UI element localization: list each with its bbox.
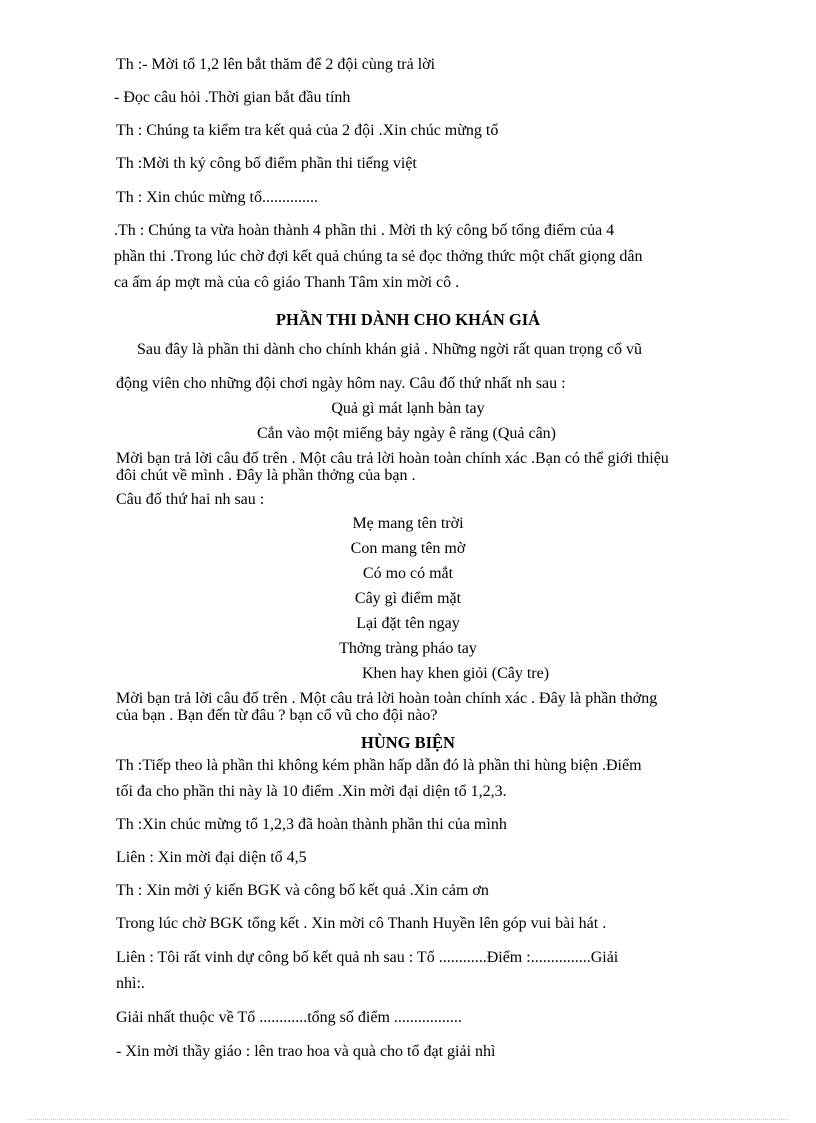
- text-line: Câu đố thứ hai nh sau :: [116, 491, 265, 508]
- text-line: động viên cho những đội chơi ngày hôm nay. Câu đố thứ nhất nh sau :: [116, 375, 566, 392]
- text-line: Th :Mời th ký công bố điểm phần thi tiếng việt: [116, 155, 417, 172]
- riddle-line: Khen hay khen giỏi (Cây tre): [362, 665, 550, 682]
- riddle-line: Có mo có mắt: [362, 565, 454, 582]
- riddle-line: Quả gì mát lạnh bàn tay: [331, 400, 485, 417]
- text-line: ca ấm áp mợt mà của cô giáo Thanh Tâm xin mời cô .: [114, 274, 460, 291]
- text-line: Th : Xin mời ý kiến BGK và công bố kết quả .Xin cảm ơn: [116, 882, 489, 899]
- text-line: Sau đây là phần thi dành cho chính khán giả . Những ngời rất quan trọng cổ vũ: [137, 341, 643, 358]
- riddle-line: Thởng tràng pháo tay: [339, 640, 477, 657]
- text-line: của bạn . Bạn đến từ đâu ? bạn cổ vũ cho đội nào?: [116, 707, 438, 724]
- riddle-line: Cây gì điểm mặt: [354, 590, 462, 607]
- text-line: Th :Xin chúc mừng tổ 1,2,3 đã hoàn thành phần thi của mình: [116, 816, 507, 833]
- text-line: đôi chút về mình . Đây là phần thởng của bạn .: [116, 467, 416, 484]
- text-line: nhì:.: [116, 975, 145, 992]
- text-line: - Xin mời thầy giáo : lên trao hoa và quà cho tổ đạt giải nhì: [116, 1043, 496, 1060]
- text-line: Mời bạn trả lời câu đố trên . Một câu trả lời hoàn toàn chính xác . Đây là phần thởng: [116, 690, 658, 707]
- text-line: Liên : Xin mời đại diện tổ 4,5: [116, 849, 307, 866]
- section-heading: HÙNG BIỆN: [361, 733, 455, 752]
- text-line: Th :- Mời tổ 1,2 lên bắt thăm để 2 đội cùng trả lời: [116, 56, 436, 73]
- text-line: Th :Tiếp theo là phần thi không kém phần hấp dẫn đó là phần thi hùng biện .Điểm: [116, 757, 642, 774]
- text-line: Liên : Tôi rất vinh dự công bố kết quả nh sau : Tổ ............Điểm :...............Giải: [116, 949, 619, 966]
- text-line: .Th : Chúng ta vừa hoàn thành 4 phần thi . Mời th ký công bố tổng điểm của 4: [114, 222, 615, 239]
- riddle-line: Con mang tên mờ: [350, 540, 466, 557]
- text-line: - Đọc câu hỏi .Thời gian bắt đầu tính: [114, 89, 351, 106]
- text-line: phần thi .Trong lúc chờ đợi kết quả chúng ta sẻ đọc thởng thức một chất giọng dân: [114, 248, 643, 265]
- riddle-line: Lại đặt tên ngay: [356, 615, 460, 632]
- riddle-line: Mẹ mang tên trời: [352, 515, 464, 532]
- text-line: Mời bạn trả lời câu đố trên . Một câu trả lời hoàn toàn chính xác .Bạn có thể giới thiệu: [116, 450, 669, 467]
- text-line: Giải nhất thuộc về Tổ ............tổng số điểm .................: [116, 1009, 462, 1026]
- text-line: Trong lúc chờ BGK tổng kết . Xin mời cô Thanh Huyền lên góp vui bài hát .: [116, 915, 607, 932]
- text-line: Th : Xin chúc mừng tổ..............: [116, 189, 318, 206]
- text-line: Th : Chúng ta kiểm tra kết quả của 2 đội .Xin chúc mừng tổ: [116, 122, 499, 139]
- riddle-line: Cắn vào một miếng bảy ngày ê răng (Quả cân): [257, 425, 557, 442]
- section-heading: PHẦN THI DÀNH CHO KHÁN GIẢ: [275, 310, 541, 329]
- text-line: tối đa cho phần thi này là 10 điểm .Xin mời đại diện tổ 1,2,3.: [116, 783, 507, 800]
- page-bottom-divider: [28, 1119, 788, 1120]
